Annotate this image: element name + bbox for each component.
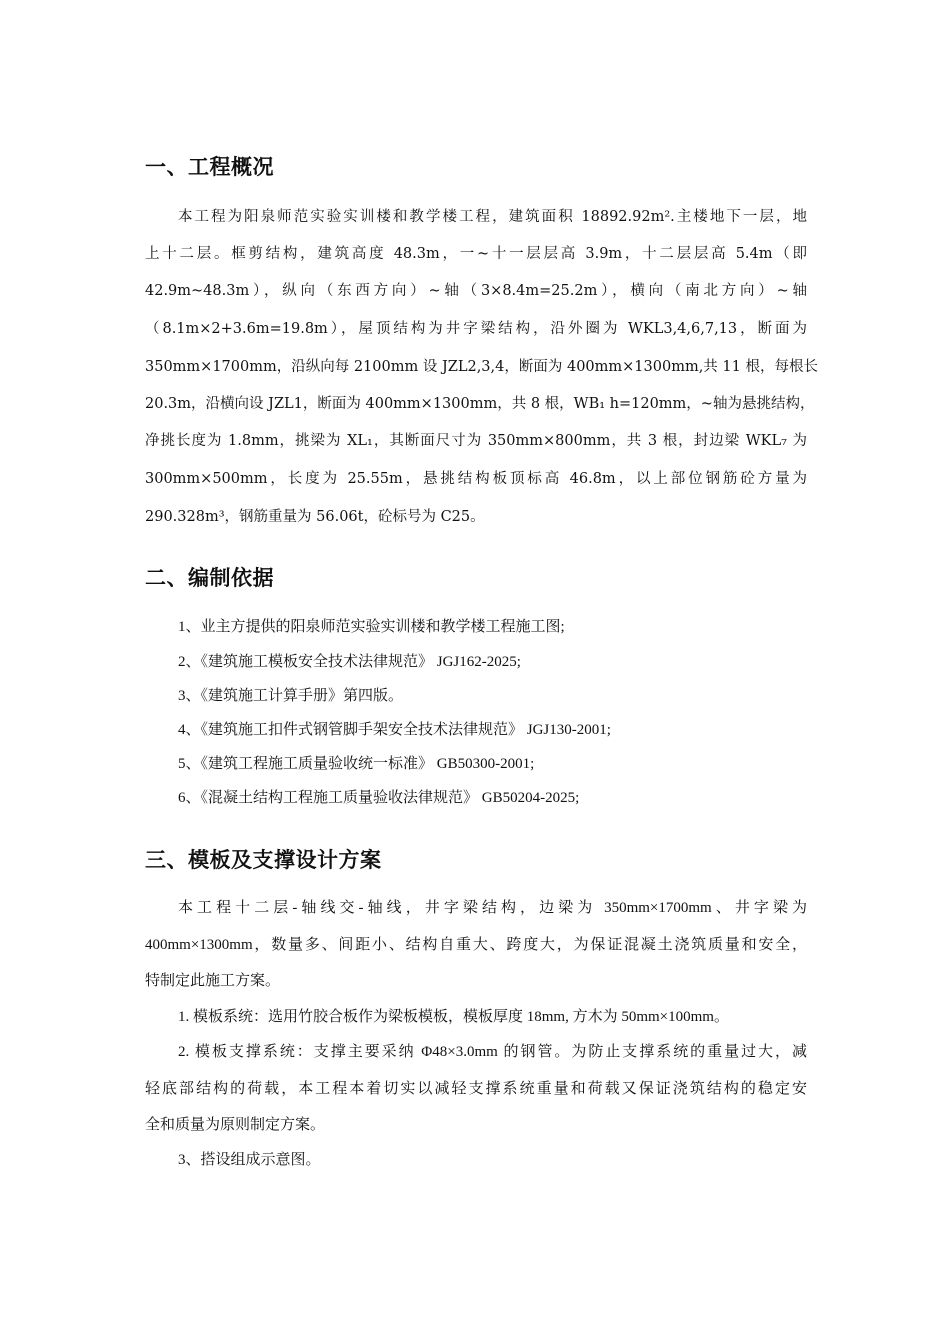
basis-item: 4、《建筑施工扣件式钢管脚手架安全技术法律规范》 JGJ130-2001; <box>178 722 611 738</box>
design-line: 特制定此施工方案。 <box>145 973 281 989</box>
overview-line: 上十二层。框剪结构，建筑高度 48.3m，一~十一层层高 3.9m，十二层层高 5.4m（即 <box>145 246 807 262</box>
design-line: 3、搭设组成示意图。 <box>178 1152 321 1168</box>
overview-line: （8.1m×2+3.6m=19.8m），屋顶结构为井字梁结构，沿外圈为 WKL3,4,6,7,13，断面为 <box>145 321 807 337</box>
section-heading-basis: 二、编制依据 <box>145 566 274 590</box>
design-line: 轻底部结构的荷载，本工程本着切实以减轻支撑系统重量和荷载又保证浇筑结构的稳定安 <box>145 1081 807 1097</box>
basis-item: 2、《建筑施工模板安全技术法律规范》 JGJ162-2025; <box>178 654 521 670</box>
basis-item: 6、《混凝土结构工程施工质量验收法律规范》 GB50204-2025; <box>178 790 580 806</box>
overview-line: 350mm×1700mm，沿纵向每 2100mm 设 JZL2,3,4，断面为 400mm×1300mm,共 11 根，每根长 <box>145 359 818 375</box>
design-line: 400mm×1300mm，数量多、间距小、结构自重大、跨度大，为保证混凝土浇筑质量和安全， <box>145 937 807 953</box>
design-line: 全和质量为原则制定方案。 <box>145 1117 326 1133</box>
basis-item: 3、《建筑施工计算手册》第四版。 <box>178 688 404 704</box>
overview-line: 本工程为阳泉师范实验实训楼和教学楼工程，建筑面积 18892.92m².主楼地下一层，地 <box>178 209 807 225</box>
section-heading-overview: 一、工程概况 <box>145 155 274 179</box>
overview-line: 290.328m³，钢筋重量为 56.06t，砼标号为 C25。 <box>145 509 485 525</box>
design-line: 2. 模板支撑系统：支撑主要采纳 Φ48×3.0mm 的钢管。为防止支撑系统的重量过大，减 <box>178 1044 807 1060</box>
basis-item: 5、《建筑工程施工质量验收统一标准》 GB50300-2001; <box>178 756 535 772</box>
overview-line: 300mm×500mm，长度为 25.55m，悬挑结构板顶标高 46.8m，以上部位钢筋砼方量为 <box>145 471 807 487</box>
design-line: 本工程十二层-轴线交-轴线，井字梁结构，边梁为 350mm×1700mm、井字梁为 <box>178 900 807 916</box>
overview-line: 净挑长度为 1.8mm，挑梁为 XL₁，其断面尺寸为 350mm×800mm，共 3 根，封边梁 WKL₇ 为 <box>145 433 807 449</box>
design-line: 1. 模板系统：选用竹胶合板作为梁板模板，模板厚度 18mm, 方木为 50mm×100mm。 <box>178 1009 729 1025</box>
basis-item: 1、业主方提供的阳泉师范实验实训楼和教学楼工程施工图; <box>178 619 565 635</box>
overview-line: 42.9m~48.3m），纵向（东西方向）~轴（3×8.4m=25.2m），横向（南北方向）~轴 <box>145 283 807 299</box>
overview-line: 20.3m，沿横向设 JZL1，断面为 400mm×1300mm，共 8 根，WB₁ h=120mm，~轴为悬挑结构， <box>145 396 815 412</box>
section-heading-design: 三、模板及支撑设计方案 <box>145 848 382 872</box>
